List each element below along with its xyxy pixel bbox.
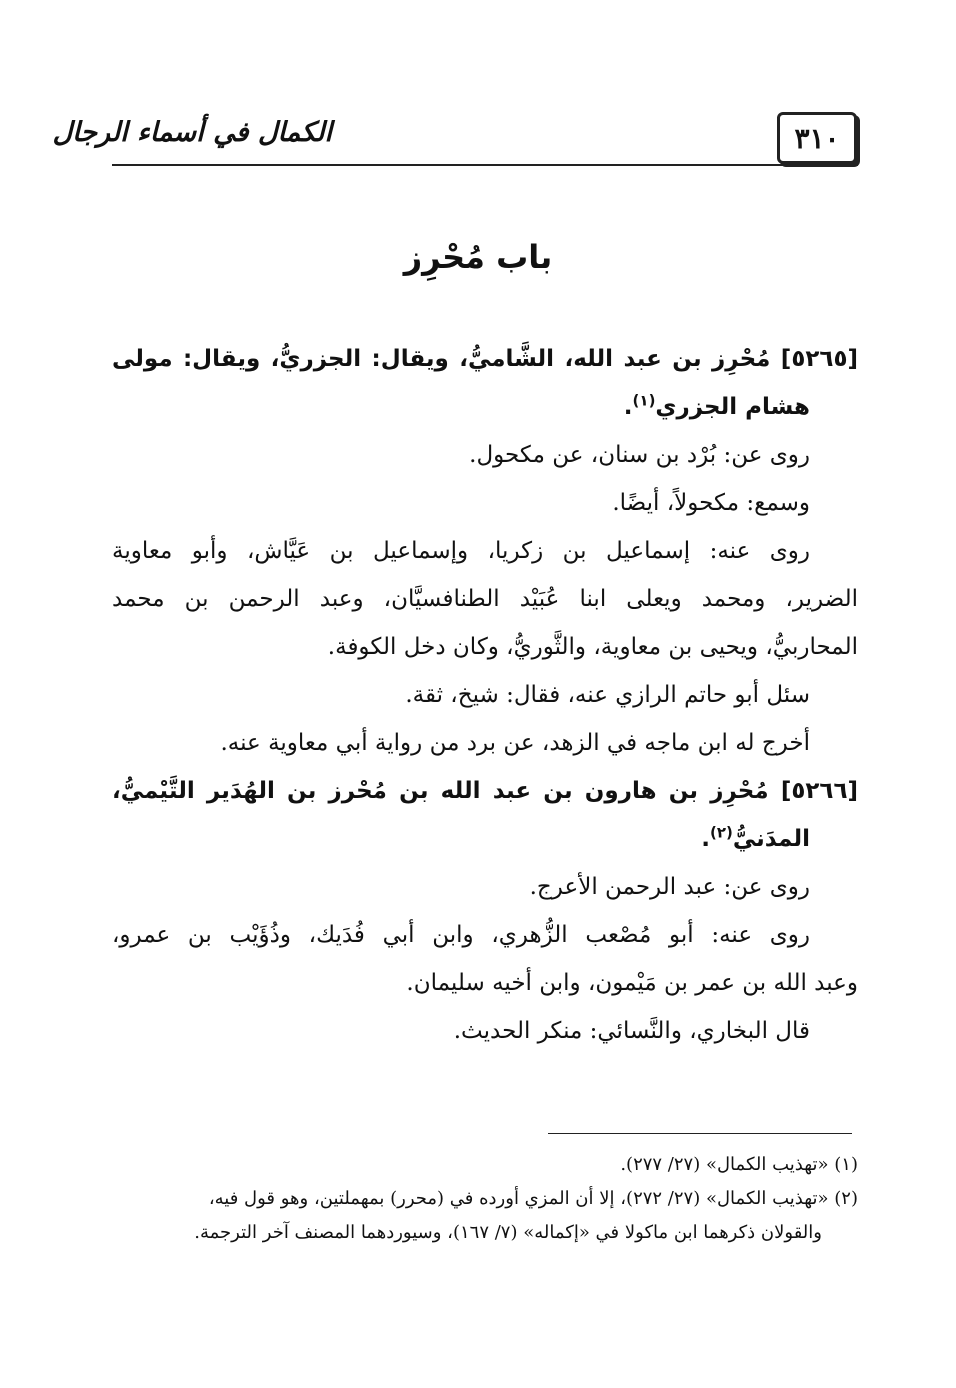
footnote-2-cont: والقولان ذكرهما ابن ماكولا في «إكماله» (٧/ ١٦٧)، وسيوردهما المصنف آخر الترجمة. (194, 1222, 822, 1243)
entry-5266-line-3: وعبد الله بن عمر بن مَيْمون، وابن أخيه سليمان. (406, 970, 858, 996)
entry-5265-heading-cont (112, 383, 858, 431)
entry-5265-line-1: روى عن: بُرْد بن سنان، عن مكحول. (469, 442, 810, 468)
page-number: ٣١٠ (794, 121, 840, 155)
entry-5266-line-1: روى عن: عبد الرحمن الأعرج. (529, 874, 810, 900)
entry-5265-line-2: وسمع: مكحولاً، أيضًا. (612, 490, 810, 516)
page-number-box (777, 112, 857, 164)
entry-5265-line-5: المحاربيُّ، ويحيى بن معاوية، والثَّوريُّ، وكان دخل الكوفة. (327, 634, 858, 660)
main-text (112, 335, 858, 1055)
footnote-ref-2: (٢) (709, 823, 733, 842)
entry-5265-line-3: روى عنه: إسماعيل بن زكريا، وإسماعيل بن عَيَّاش، وأبو معاوية (112, 538, 810, 564)
entry-5266-heading: [٥٢٦٦] مُحْرِز بن هارون بن عبد الله بن مُحْرز بن الهُدَير التَّيْميُّ، (112, 778, 858, 804)
footnote-1: (١) «تهذيب الكمال» (٢٧/ ٢٧٧). (620, 1154, 858, 1175)
entry-5265-line-6: سئل أبو حاتم الرازي عنه، فقال: شيخ، ثقة. (405, 682, 810, 708)
footnote-ref-1: (١) (632, 391, 656, 410)
footnote-2: (٢) «تهذيب الكمال» (٢٧/ ٢٧٢)، إلا أن المزي أورده في (محرر) بمهملتين، وهو قول فيه، (208, 1188, 858, 1209)
footnote-separator (548, 1133, 852, 1134)
chapter-title: باب مُحْرِز (403, 238, 553, 276)
footnotes (112, 1148, 858, 1250)
entry-5265-line-4: الضرير، ومحمد ويعلى ابنا عُبَيْد الطنافسيَّان، وعبد الرحمن بن محمد (112, 586, 858, 612)
entry-5265-heading-end: . (623, 394, 633, 420)
entry-5266-heading-text: المدَنيُّ (732, 826, 810, 852)
running-book-title: الكمال في أسماء الرجال (52, 117, 332, 148)
entry-5266-heading-end: . (701, 826, 710, 852)
header-rule (112, 164, 858, 166)
entry-5266-line-2: روى عنه: أبو مُصْعب الزُّهري، وابن أبي فُدَيك، وذُؤَيْب بن عمرو، (112, 922, 810, 948)
entry-5266-heading-cont (112, 815, 858, 863)
entry-5265-heading: [٥٢٦٥] مُحْرِز بن عبد الله، الشَّاميُّ، ويقال: الجزريُّ، ويقال: مولى (112, 346, 858, 372)
entry-5265-heading-text: هشام الجزري (655, 394, 810, 420)
entry-5266-line-4: قال البخاري، والنَّسائي: منكر الحديث. (453, 1018, 810, 1044)
entry-5265-line-7: أخرج له ابن ماجه في الزهد، عن برد من رواية أبي معاوية عنه. (220, 730, 810, 756)
